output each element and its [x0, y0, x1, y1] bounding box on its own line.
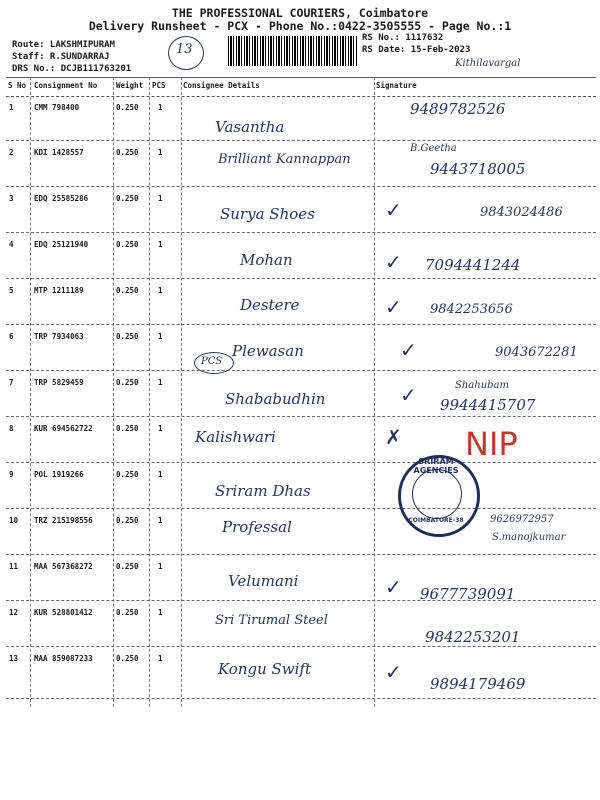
row-weight: 0.250	[116, 148, 139, 157]
row-weight: 0.250	[116, 562, 139, 571]
row-weight: 0.250	[116, 194, 139, 203]
stamp-top-text: SRIRAM AGENCIES	[413, 457, 459, 475]
handwritten-phone: 9843024486	[480, 205, 563, 220]
row-sno: 8	[9, 424, 14, 433]
row-pcs: 1	[158, 240, 163, 249]
row-pcs: 1	[158, 194, 163, 203]
runsheet-subtitle: Delivery Runsheet - PCX - Phone No.:0422-3505555 - Page No.:1	[88, 19, 512, 33]
row-pcs: 1	[158, 608, 163, 617]
col-consignee: Consignee Details	[183, 81, 260, 90]
circled-mark-text: 13	[176, 42, 193, 57]
row-sno: 13	[9, 654, 19, 663]
col-weight: Weight	[116, 81, 144, 90]
row-weight: 0.250	[116, 608, 139, 617]
row-consignment: EDQ 25585286	[34, 194, 89, 203]
row-consignment: MAA 567368272	[34, 562, 93, 571]
row-pcs: 1	[158, 654, 163, 663]
row-sno: 6	[9, 332, 14, 341]
row-pcs: 1	[158, 286, 163, 295]
row-pcs: 1	[158, 470, 163, 479]
company-title: THE PROFESSIONAL COURIERS, Coimbatore	[171, 6, 429, 20]
nip-mark: NIP	[465, 425, 518, 463]
row-sno: 4	[9, 240, 14, 249]
row-consignment: KDI 1428557	[34, 148, 84, 157]
row-pcs: 1	[158, 424, 163, 433]
handwritten-phone: 9944415707	[440, 396, 536, 414]
row-weight: 0.250	[116, 654, 139, 663]
handwritten-consignee: Professal	[222, 518, 292, 536]
row-sno: 2	[9, 148, 14, 157]
check-mark-icon: ✓	[385, 575, 402, 599]
handwritten-consignee: Sri Tirumal Steel	[215, 613, 328, 628]
check-mark-icon: ✓	[385, 198, 402, 222]
row-consignment: KUR 528801412	[34, 608, 93, 617]
row-pcs: 1	[158, 103, 163, 112]
row-sno: 11	[9, 562, 19, 571]
check-mark-icon: ✓	[385, 660, 402, 684]
handwritten-phone: 9043672281	[495, 345, 578, 360]
handwritten-consignee: Mohan	[240, 251, 293, 269]
signer-name: S.manojkumar	[492, 532, 566, 543]
row-pcs: 1	[158, 378, 163, 387]
check-mark-icon: ✓	[385, 295, 402, 319]
handwritten-phone: 9894179469	[430, 675, 526, 693]
staff-label: Staff: R.SUNDARRAJ	[12, 52, 110, 62]
row-consignment: MAA 859087233	[34, 654, 93, 663]
handwritten-phone: 9842253656	[430, 302, 513, 317]
row-pcs: 1	[158, 516, 163, 525]
handwritten-phone: 9443718005	[430, 160, 526, 178]
handwritten-consignee: Kongu Swift	[218, 660, 312, 678]
handwritten-consignee: Surya Shoes	[220, 205, 315, 223]
handwritten-consignee: Kalishwari	[195, 428, 276, 446]
row-weight: 0.250	[116, 378, 139, 387]
handwritten-phone: 9626972957	[490, 514, 554, 525]
row-consignment: CMM 798400	[34, 103, 80, 112]
col-sno: S No	[8, 81, 27, 90]
row-sno: 7	[9, 378, 14, 387]
barcode	[228, 36, 358, 66]
row-pcs: 1	[158, 332, 163, 341]
row-consignment: TRP 5829459	[34, 378, 84, 387]
row-sno: 5	[9, 286, 14, 295]
signer-name: Shahubam	[455, 380, 509, 391]
row-consignment: POL 1919266	[34, 470, 84, 479]
cross-mark-icon: ✗	[385, 425, 402, 449]
row-weight: 0.250	[116, 424, 139, 433]
row-weight: 0.250	[116, 470, 139, 479]
rs-date: RS Date: 15-Feb-2023	[362, 45, 471, 55]
row-sno: 12	[9, 608, 19, 617]
row-consignment: KUR 694562722	[34, 424, 93, 433]
row-consignment: TRP 7934063	[34, 332, 84, 341]
row-pcs: 1	[158, 562, 163, 571]
col-consignment: Consignment No	[34, 81, 98, 90]
row-weight: 0.250	[116, 332, 139, 341]
stamp-bottom-text: COIMBATORE-38	[408, 517, 464, 524]
row-sno: 10	[9, 516, 19, 525]
row-weight: 0.250	[116, 286, 139, 295]
check-mark-icon: ✓	[385, 250, 402, 274]
row-consignment: TRZ 215198556	[34, 516, 93, 525]
row-weight: 0.250	[116, 240, 139, 249]
table-header	[6, 77, 596, 97]
row-weight: 0.250	[116, 516, 139, 525]
row-sno: 3	[9, 194, 14, 203]
signer-name: B.Geetha	[410, 143, 457, 154]
row-sno: 1	[9, 103, 14, 112]
handwritten-consignee: Vasantha	[215, 118, 285, 136]
handwritten-consignee: Shababudhin	[225, 390, 326, 408]
pcs-circle-text: PCS	[201, 356, 223, 367]
row-consignment: EDQ 25121940	[34, 240, 89, 249]
check-mark-icon: ✓	[400, 383, 417, 407]
drs-number: DRS No.: DCJB111763201	[12, 64, 132, 74]
check-mark-icon: ✓	[400, 338, 417, 362]
handwritten-phone: 7094441244	[425, 256, 521, 274]
row-consignment: MTP 1211189	[34, 286, 84, 295]
col-signature: Signature	[376, 81, 417, 90]
handwritten-consignee: Destere	[240, 296, 300, 314]
handwritten-consignee: Brilliant Kannappan	[218, 152, 351, 167]
handwritten-consignee: Sriram Dhas	[215, 482, 311, 500]
handwritten-phone: 9842253201	[425, 628, 521, 646]
handwritten-consignee: Plewasan	[232, 342, 304, 360]
route-label: Route: LAKSHMIPURAM	[12, 40, 115, 50]
col-pcs: PCS	[152, 81, 166, 90]
handwritten-phone: 9677739091	[420, 585, 516, 603]
handwritten-phone: 9489782526	[410, 100, 506, 118]
top-scribble: Kithilavargal	[455, 58, 521, 69]
handwritten-consignee: Velumani	[228, 572, 299, 590]
row-weight: 0.250	[116, 103, 139, 112]
row-sno: 9	[9, 470, 14, 479]
rs-number: RS No.: 1117632	[362, 33, 444, 43]
row-pcs: 1	[158, 148, 163, 157]
table-row	[6, 95, 596, 141]
stamp-inner-ring	[412, 469, 462, 519]
